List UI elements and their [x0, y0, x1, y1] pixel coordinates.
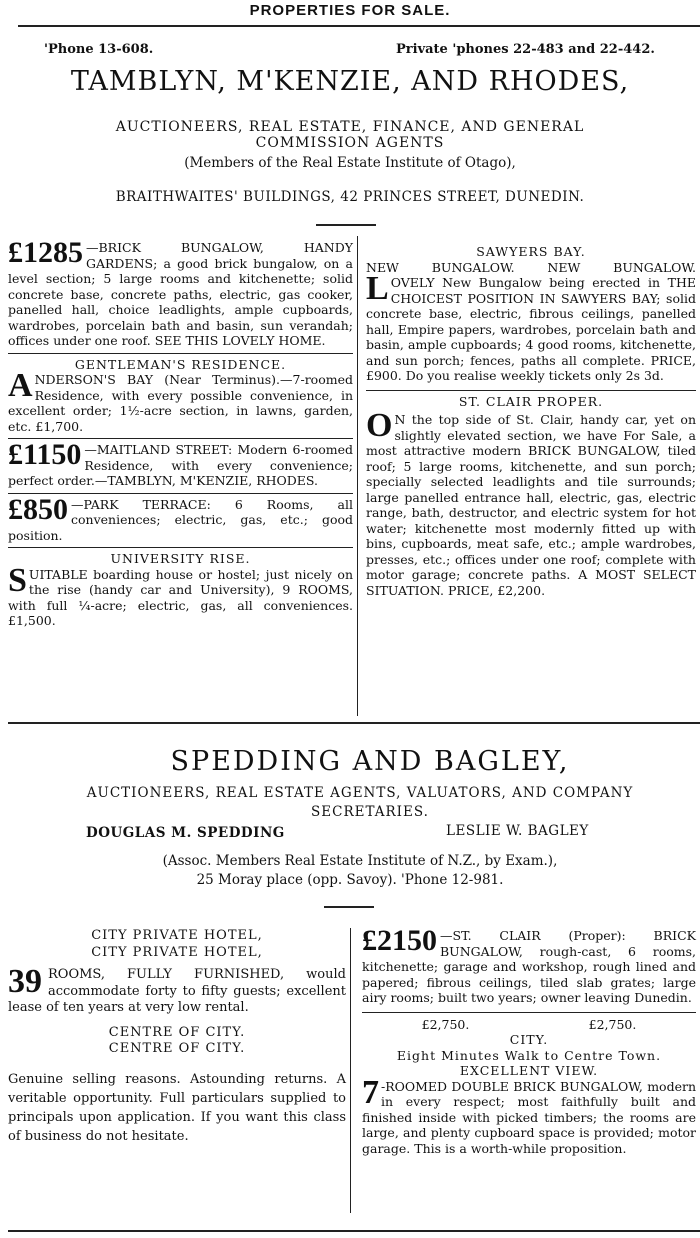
- firm-name-tamblyn: TAMBLYN, M'KENZIE, AND RHODES,: [70, 66, 630, 97]
- city-text: -ROOMED DOUBLE BRICK BUNGALOW, modern in every respect; most faithfully built and finished inside with picked timbers; the rooms are large, and plenty cupboard space is provided; motor garage. This is a worth-while proposition.: [362, 1078, 696, 1156]
- drop-cap: L: [366, 270, 389, 307]
- left-column-tamblyn: [8, 236, 353, 629]
- firm-address: BRAITHWAITES' BUILDINGS, 42 PRINCES STREET, DUNEDIN.: [115, 189, 585, 205]
- firm-name-spedding: SPEDDING AND BAGLEY,: [170, 746, 570, 777]
- firm-line-3: (Members of the Real Estate Institute of Otago),: [184, 155, 516, 171]
- left-column-spedding: [8, 928, 346, 1146]
- big-number: 39: [8, 963, 42, 1000]
- column-divider: [357, 236, 358, 716]
- short-rule: [316, 224, 376, 226]
- city-title: CITY.: [509, 1032, 549, 1047]
- ad-sawyers-bay: [366, 270, 696, 384]
- hotel-title-1: CITY PRIVATE HOTEL,: [91, 928, 263, 943]
- city-subtitle-2: EXCELLENT VIEW.: [459, 1063, 599, 1078]
- header-rule: [18, 25, 700, 27]
- block-divider: [8, 722, 700, 724]
- spedding-line-2: SECRETARIES.: [311, 804, 429, 820]
- right-column-tamblyn: [366, 244, 696, 598]
- partner-right: LESLIE W. BAGLEY: [446, 823, 589, 839]
- ad-1285: [8, 236, 353, 349]
- spedding-line-3: (Assoc. Members Real Estate Institute of N.Z., by Exam.),: [162, 853, 558, 869]
- ad-price: £2150: [362, 924, 437, 957]
- ad-text: —BRICK BUNGALOW, HANDY GARDENS; a good brick bungalow, on a level section; 5 large rooms and kitchenette; solid concrete base, concrete paths, electric, gas cooker, panelled hall, choice leadlights, ample cupboards, wardrobes, porcelain bath and basin, sun verandah; offices under one roof. SEE THIS LOVELY HOME.: [8, 240, 353, 348]
- drop-cap: A: [8, 367, 33, 404]
- ad-text: N the top side of St. Clair, handy car, yet on slightly elevated section, we have For Sale, a most attractive modern BRICK BUNGALOW, tiled roof; 5 large rooms, kitchenette, and sun porch; specially selected leadlights and tile surrounds; large panelled entrance hall, electric, gas, electric range, bath, destructor, and electric system for hot water; kitchenette most modernly fitted up with bins, cupboards, meat safe, etc.; ample wardrobes, presses, etc.; offices under one roof; complete with motor garage; concrete paths. A MOST SELECT SITUATION. PRICE, £2,200.: [366, 412, 696, 598]
- bottom-rule: [8, 1230, 700, 1232]
- ad-price: £1285: [8, 236, 83, 269]
- ad-text: UITABLE boarding house or hostel; just nicely on the rise (handy car and University), 9 ROOMS, with full ¼-acre; electric, gas, all conveniences. £1,500.: [8, 566, 353, 628]
- ad-title: ST. CLAIR PROPER.: [458, 393, 604, 409]
- spedding-line-4: 25 Moray place (opp. Savoy). 'Phone 12-981.: [196, 872, 504, 888]
- centre-title-2: CENTRE OF CITY.: [108, 1041, 246, 1056]
- phone-right: Private 'phones 22-483 and 22-442.: [396, 42, 655, 57]
- ad-text: —PARK TERRACE: 6 Rooms, all conveniences; electric, gas, etc.; good position.: [8, 496, 353, 543]
- drop-cap: 7: [362, 1073, 379, 1111]
- partner-left: DOUGLAS M. SPEDDING: [86, 825, 285, 841]
- price-left: £2,750.: [421, 1016, 470, 1032]
- ad-subtitle: NEW BUNGALOW. NEW BUNGALOW.: [366, 259, 696, 275]
- ad-text: OVELY New Bungalow being erected in THE CHOICEST POSITION IN SAWYERS BAY; solid concrete base, electric, fibrous ceilings, panelled hall, Empire papers, wardrobes, porcelain bath and basin, ample cupboards; 4 good rooms, kitchenette, and sun porch; fences, paths all complete. PRICE, £900. Do you realise weekly tickets only 2s 3d.: [366, 275, 696, 383]
- centre-title-1: CENTRE OF CITY.: [108, 1024, 246, 1040]
- price-right: £2,750.: [588, 1016, 637, 1032]
- right-column-spedding: [362, 924, 696, 1156]
- drop-cap: O: [366, 407, 393, 444]
- short-rule: [324, 906, 374, 908]
- ad-text: —ST. CLAIR (Proper): BRICK BUNGALOW, rough-cast, 6 rooms, kitchenette; garage and workshop, rough lined and papered; fibrous ceilings, tiled slab grates; large airy rooms; built two years; owner leaving Dunedin.: [362, 928, 696, 1005]
- firm-line-1: AUCTIONEERS, REAL ESTATE, FINANCE, AND GENERAL: [115, 119, 585, 135]
- hotel-text: ROOMS, FULLY FURNISHED, would accommodate forty to fifty guests; excellent lease of ten years at very low rental.: [8, 967, 346, 1015]
- ad-price: £850: [8, 492, 68, 526]
- column-divider: [350, 928, 351, 1213]
- ad-text: —MAITLAND STREET: Modern 6-roomed Residence, with every convenience; perfect order.—TAMBLYN, M'KENZIE, RHODES.: [8, 442, 353, 488]
- hotel-text-2: Genuine selling reasons. Astounding returns. A veritable opportunity. Full particulars supplied to principals upon application. If you want this class of business do not hesitate.: [8, 1071, 346, 1144]
- ad-title: GENTLEMAN'S RESIDENCE.: [74, 356, 287, 372]
- ad-title: SAWYERS BAY.: [476, 244, 586, 259]
- ad-university-rise: [8, 561, 353, 629]
- ad-title: UNIVERSITY RISE.: [110, 551, 251, 566]
- ad-2150: [362, 924, 696, 1006]
- ad-st-clair: [366, 407, 696, 598]
- city-subtitle: Eight Minutes Walk to Centre Town.: [396, 1047, 662, 1063]
- firm-line-2: COMMISSION AGENTS: [255, 135, 445, 151]
- ad-850: [8, 492, 353, 544]
- ad-price: £1150: [8, 438, 82, 471]
- ad-separator: [8, 547, 353, 548]
- ad-separator: [8, 353, 353, 354]
- drop-cap: S: [8, 561, 27, 599]
- hotel-title-2: CITY PRIVATE HOTEL,: [91, 944, 263, 960]
- ad-1150: [8, 438, 353, 489]
- ad-andersons-bay: [8, 367, 353, 434]
- price-row: [362, 1017, 696, 1033]
- ad-separator: [362, 1012, 696, 1013]
- ad-text: NDERSON'S BAY (Near Terminus).—7-roomed Residence, with every possible convenience, in excellent order; 1½-acre section, in lawns, garden, etc. £1,700.: [8, 372, 353, 434]
- hotel-ad: [8, 963, 346, 1017]
- ad-separator: [366, 390, 696, 391]
- phone-left: 'Phone 13-608.: [44, 42, 154, 57]
- spedding-line-1: AUCTIONEERS, REAL ESTATE AGENTS, VALUATORS, AND COMPANY: [86, 785, 634, 801]
- section-header: PROPERTIES FOR SALE.: [249, 2, 451, 19]
- city-ad: [362, 1073, 696, 1157]
